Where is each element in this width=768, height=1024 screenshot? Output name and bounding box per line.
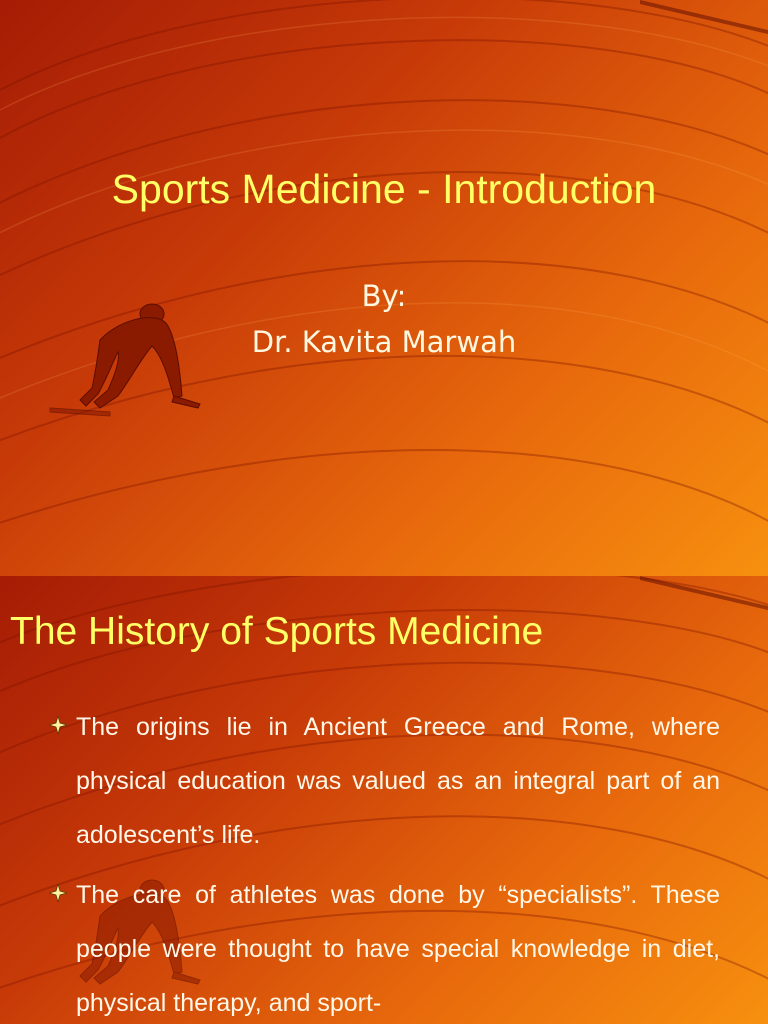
slide-title: Sports Medicine - Introduction bbox=[111, 166, 657, 212]
slide-title: The History of Sports Medicine bbox=[10, 610, 544, 653]
star-bullet-icon bbox=[49, 716, 67, 734]
star-bullet-icon bbox=[49, 884, 67, 902]
bullet-item bbox=[0, 868, 768, 1024]
by-label: By: bbox=[361, 279, 407, 313]
bullet-text: The origins lie in Ancient Greece and Rome, where physical education was valued as an integral part of an adolescent’s life. bbox=[76, 713, 720, 849]
bullet-item bbox=[0, 700, 768, 862]
sprinter-icon bbox=[40, 300, 220, 430]
author-name: Dr. Kavita Marwah bbox=[251, 325, 517, 359]
slide-2 bbox=[0, 576, 768, 1024]
bullet-list bbox=[0, 700, 768, 1024]
bullet-text: The care of athletes was done by “specialists”. These people were thought to have special knowledge in diet, physical therapy, and sport- bbox=[76, 881, 720, 1017]
